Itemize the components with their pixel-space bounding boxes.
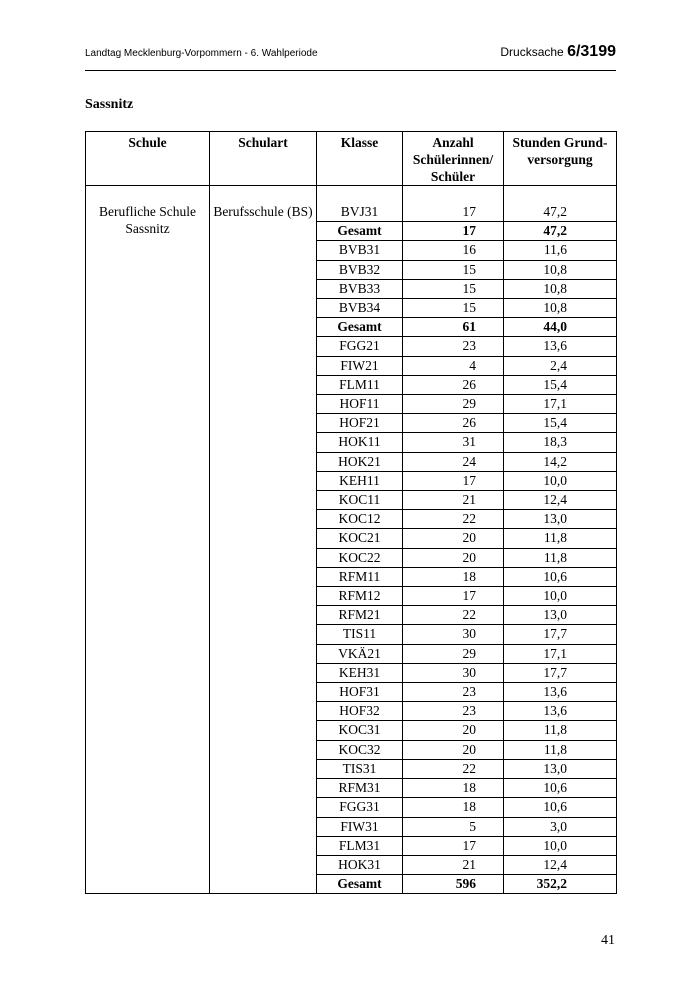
klasse-cell: RFM31 [317, 779, 403, 798]
page-number: 41 [601, 933, 615, 948]
stunden-cell: 10,0 [504, 836, 617, 855]
anzahl-cell: 29 [403, 395, 504, 414]
col-header-schulart: Schulart [210, 132, 317, 186]
anzahl-cell: 29 [403, 644, 504, 663]
anzahl-cell: 5 [403, 817, 504, 836]
stunden-cell: 10,8 [504, 279, 617, 298]
stunden-cell: 13,6 [504, 683, 617, 702]
klasse-cell: Gesamt [317, 318, 403, 337]
klasse-cell: HOK21 [317, 452, 403, 471]
anzahl-cell: 24 [403, 452, 504, 471]
anzahl-cell: 15 [403, 260, 504, 279]
school-name-cell: Berufliche Schule Sassnitz [86, 203, 210, 894]
klasse-cell: BVB31 [317, 241, 403, 260]
document-id: 6/3199 [567, 43, 616, 60]
stunden-cell: 10,0 [504, 471, 617, 490]
anzahl-cell: 26 [403, 375, 504, 394]
anzahl-cell: 20 [403, 548, 504, 567]
stunden-cell: 12,4 [504, 491, 617, 510]
anzahl-cell: 21 [403, 491, 504, 510]
stunden-cell: 15,4 [504, 375, 617, 394]
klasse-cell: FLM11 [317, 375, 403, 394]
klasse-cell: VKÄ21 [317, 644, 403, 663]
klasse-cell: Gesamt [317, 875, 403, 894]
stunden-cell: 10,6 [504, 798, 617, 817]
klasse-cell: TIS11 [317, 625, 403, 644]
klasse-cell: HOK31 [317, 855, 403, 874]
stunden-cell: 11,8 [504, 740, 617, 759]
anzahl-cell: 18 [403, 779, 504, 798]
section-title: Sassnitz [85, 97, 134, 112]
stunden-cell: 17,7 [504, 625, 617, 644]
document-number [500, 43, 616, 61]
anzahl-cell: 31 [403, 433, 504, 452]
anzahl-cell: 22 [403, 510, 504, 529]
klasse-cell: BVB32 [317, 260, 403, 279]
stunden-cell: 2,4 [504, 356, 617, 375]
col-header-klasse: Klasse [317, 132, 403, 186]
anzahl-cell: 17 [403, 836, 504, 855]
anzahl-cell: 23 [403, 337, 504, 356]
klasse-cell: FGG21 [317, 337, 403, 356]
klasse-cell: HOF21 [317, 414, 403, 433]
anzahl-cell: 21 [403, 855, 504, 874]
stunden-cell: 10,0 [504, 587, 617, 606]
klasse-cell: FGG31 [317, 798, 403, 817]
anzahl-cell: 16 [403, 241, 504, 260]
stunden-cell: 17,1 [504, 395, 617, 414]
anzahl-cell: 596 [403, 875, 504, 894]
stunden-cell: 17,1 [504, 644, 617, 663]
anzahl-cell: 61 [403, 318, 504, 337]
stunden-cell: 11,8 [504, 721, 617, 740]
stunden-cell: 44,0 [504, 318, 617, 337]
anzahl-cell: 17 [403, 203, 504, 222]
school-table [85, 131, 617, 894]
klasse-cell: KOC32 [317, 740, 403, 759]
klasse-cell: HOF32 [317, 702, 403, 721]
klasse-cell: TIS31 [317, 759, 403, 778]
stunden-cell: 11,8 [504, 548, 617, 567]
stunden-cell: 11,8 [504, 529, 617, 548]
klasse-cell: KOC31 [317, 721, 403, 740]
stunden-cell: 17,7 [504, 663, 617, 682]
anzahl-cell: 18 [403, 798, 504, 817]
stunden-cell: 10,8 [504, 260, 617, 279]
anzahl-cell: 30 [403, 663, 504, 682]
anzahl-cell: 20 [403, 529, 504, 548]
stunden-cell: 352,2 [504, 875, 617, 894]
anzahl-cell: 20 [403, 721, 504, 740]
klasse-cell: FLM31 [317, 836, 403, 855]
anzahl-cell: 15 [403, 279, 504, 298]
klasse-cell: BVJ31 [317, 203, 403, 222]
klasse-cell: BVB34 [317, 299, 403, 318]
table-row [86, 203, 617, 222]
stunden-cell: 47,2 [504, 203, 617, 222]
anzahl-cell: 30 [403, 625, 504, 644]
table-body [86, 186, 617, 894]
stunden-cell: 47,2 [504, 222, 617, 241]
col-header-anzahl: Anzahl Schülerinnen/ Schüler [403, 132, 504, 186]
school-type-cell: Berufsschule (BS) [210, 203, 317, 894]
klasse-cell: FIW21 [317, 356, 403, 375]
stunden-cell: 18,3 [504, 433, 617, 452]
stunden-cell: 10,6 [504, 779, 617, 798]
anzahl-cell: 17 [403, 222, 504, 241]
page-header [85, 40, 616, 71]
klasse-cell: HOF31 [317, 683, 403, 702]
klasse-cell: HOK11 [317, 433, 403, 452]
anzahl-cell: 22 [403, 759, 504, 778]
table-spacer-row [86, 186, 617, 204]
klasse-cell: KOC21 [317, 529, 403, 548]
anzahl-cell: 23 [403, 683, 504, 702]
table-header-row [86, 132, 617, 186]
anzahl-cell: 23 [403, 702, 504, 721]
stunden-cell: 14,2 [504, 452, 617, 471]
stunden-cell: 10,6 [504, 567, 617, 586]
anzahl-cell: 22 [403, 606, 504, 625]
stunden-cell: 13,6 [504, 702, 617, 721]
anzahl-cell: 18 [403, 567, 504, 586]
document-label: Drucksache [500, 45, 564, 59]
anzahl-cell: 26 [403, 414, 504, 433]
stunden-cell: 10,8 [504, 299, 617, 318]
stunden-cell: 13,0 [504, 606, 617, 625]
klasse-cell: BVB33 [317, 279, 403, 298]
stunden-cell: 13,0 [504, 759, 617, 778]
stunden-cell: 13,0 [504, 510, 617, 529]
klasse-cell: KEH11 [317, 471, 403, 490]
anzahl-cell: 17 [403, 587, 504, 606]
klasse-cell: KEH31 [317, 663, 403, 682]
anzahl-cell: 20 [403, 740, 504, 759]
col-header-stunden: Stunden Grund-versorgung [504, 132, 617, 186]
parliament-title: Landtag Mecklenburg-Vorpommern - 6. Wahlperiode [85, 48, 318, 59]
klasse-cell: HOF11 [317, 395, 403, 414]
klasse-cell: FIW31 [317, 817, 403, 836]
klasse-cell: KOC22 [317, 548, 403, 567]
stunden-cell: 12,4 [504, 855, 617, 874]
anzahl-cell: 4 [403, 356, 504, 375]
klasse-cell: KOC11 [317, 491, 403, 510]
stunden-cell: 15,4 [504, 414, 617, 433]
klasse-cell: RFM12 [317, 587, 403, 606]
klasse-cell: Gesamt [317, 222, 403, 241]
anzahl-cell: 17 [403, 471, 504, 490]
stunden-cell: 13,6 [504, 337, 617, 356]
stunden-cell: 3,0 [504, 817, 617, 836]
anzahl-cell: 15 [403, 299, 504, 318]
klasse-cell: RFM11 [317, 567, 403, 586]
klasse-cell: KOC12 [317, 510, 403, 529]
col-header-schule: Schule [86, 132, 210, 186]
klasse-cell: RFM21 [317, 606, 403, 625]
stunden-cell: 11,6 [504, 241, 617, 260]
